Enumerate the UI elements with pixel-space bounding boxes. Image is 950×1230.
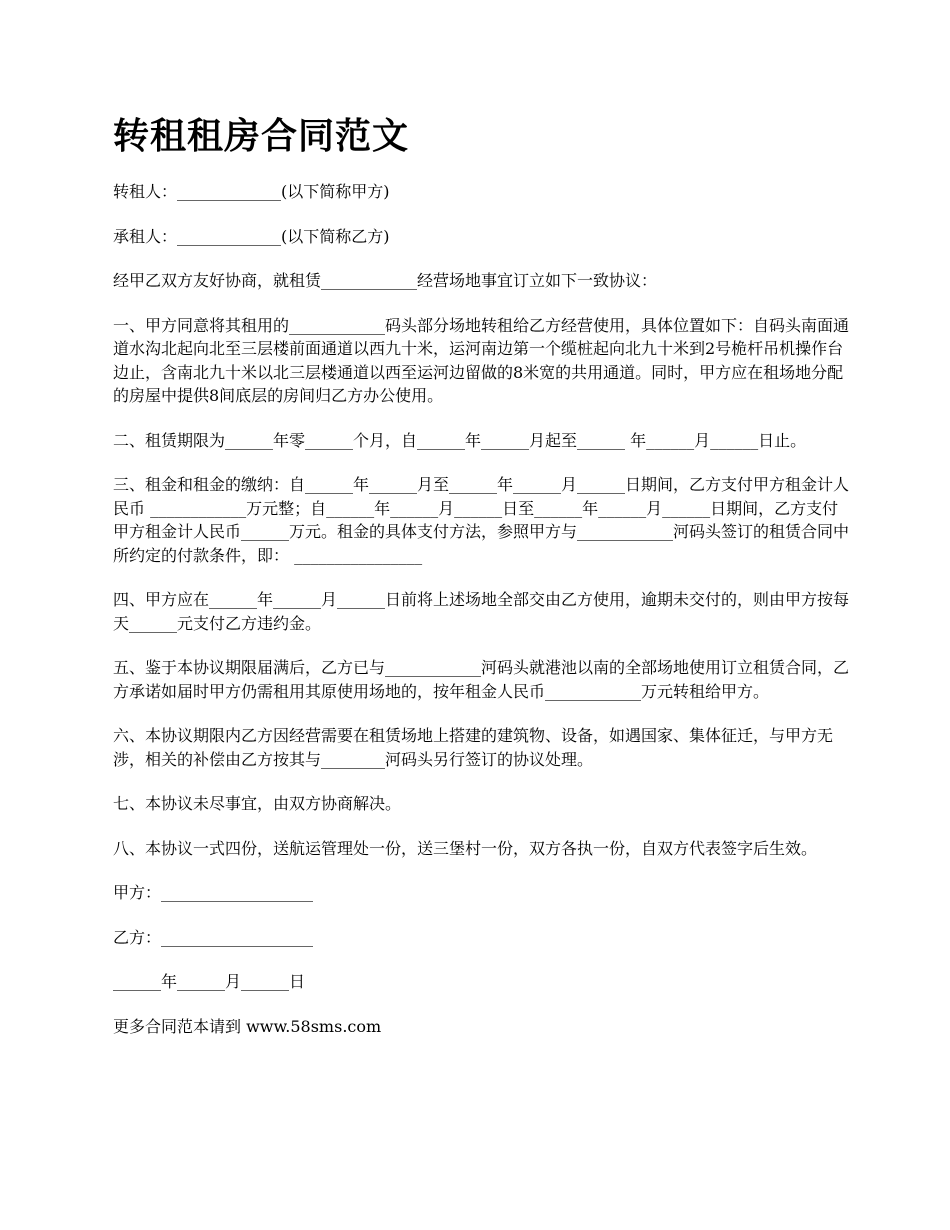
- paragraph-clause-5: 五、鉴于本协议期限届满后，乙方已与____________河码头就港池以南的全部场地使用订立租赁合同，乙方承诺如届时甲方仍需租用其原使用场地的，按年租金人民币____________万元转租给甲方。: [113, 658, 850, 701]
- paragraph-clause-4: 四、甲方应在______年______月______日前将上述场地全部交由乙方使用，逾期未交付的，则由甲方按每天______元支付乙方违约金。: [113, 590, 850, 633]
- paragraph-preamble: 经甲乙双方友好协商，就租赁____________经营场地事宜订立如下一致协议：: [113, 271, 658, 290]
- signature-date: ______年______月______日: [113, 972, 306, 991]
- document-body: [113, 180, 853, 1059]
- paragraph-clause-8: 八、本协议一式四份，送航运管理处一份，送三堡村一份，双方各执一份，自双方代表签字后生效。: [113, 838, 818, 858]
- document-title: 转租租房合同范文: [113, 115, 410, 157]
- paragraph-clause-2: 二、租赁期限为______年零______个月，自______年______月起至______ 年______月______日止。: [113, 430, 807, 450]
- signature-party-b: 乙方：___________________: [113, 927, 314, 947]
- paragraph-clause-1: 一、甲方同意将其租用的____________码头部分场地转租给乙方经营使用，具体位置如下：自码头南面通道水沟北起向北至三层楼前面通道以西九十米，运河南边第一个缆桩起向北九十米到2号桅杆吊机操作台边止，含南北九十米以北三层楼通道以西至运河边留做的8米宽的共用通道。同时，甲方应在租场地分配的房屋中提供8间底层的房间归乙方办公使用。: [113, 315, 850, 405]
- footer-more-templates: 更多合同范本请到 www.58sms.com: [113, 1016, 382, 1036]
- paragraph-sublessee: 承租人：_____________(以下简称乙方): [113, 226, 390, 246]
- paragraph-clause-7: 七、本协议未尽事宜，由双方协商解决。: [113, 794, 402, 813]
- paragraph-sublessor: 转租人：_____________(以下简称甲方): [113, 182, 390, 201]
- paragraph-clause-3: 三、租金和租金的缴纳：自______年______月至______年______月______日期间，乙方支付甲方租金计人民币 ____________万元整；自______年______月______日至______年______月______日期间，乙方支付甲方租金计人民币______万元。租金的具体支付方法，参照甲方与____________河码头签订的租赁合同中所约定的付款条件，即： ________________: [113, 475, 850, 565]
- signature-party-a: 甲方：___________________: [113, 883, 314, 902]
- paragraph-clause-6: 六、本协议期限内乙方因经营需要在租赁场地上搭建的建筑物、设备，如遇国家、集体征迁，与甲方无涉，相关的补偿由乙方按其与________河码头另行签订的协议处理。: [113, 726, 834, 769]
